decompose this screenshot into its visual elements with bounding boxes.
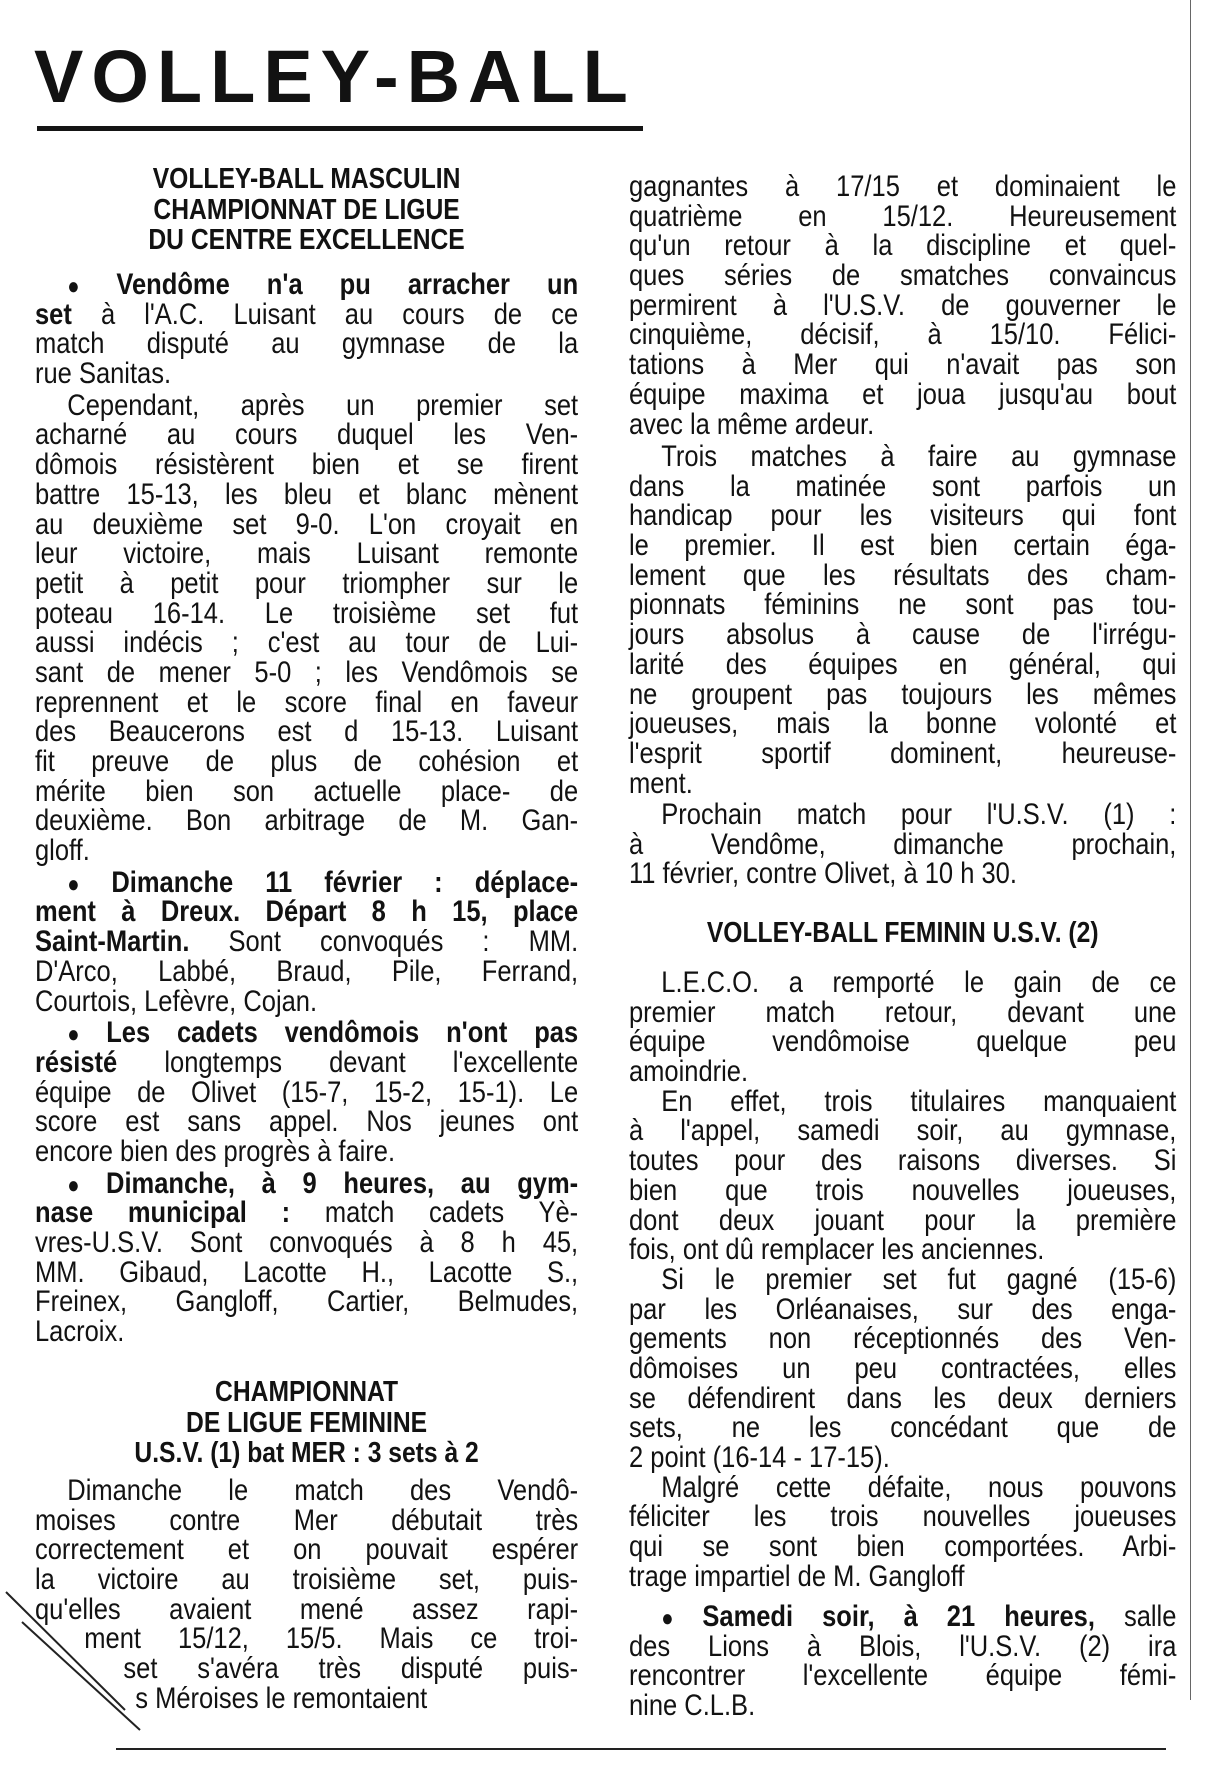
column-border: [1190, 0, 1191, 1700]
line-text: toutes pour des raisons diverses. Si: [629, 1144, 1177, 1178]
article-next-match: [629, 800, 1176, 889]
text-line: [629, 1532, 1176, 1562]
text-line: [35, 806, 578, 836]
line-text: correctement et on pouvait espérer: [35, 1533, 579, 1567]
text-line: [35, 1075, 579, 1109]
line-text: Dimanche le match des Vendô-: [67, 1474, 579, 1507]
line-text: 11 février, contre Olivet, à 10 h 30.: [629, 857, 1017, 891]
line-text: deuxième. Bon arbitrage de M. Gan-: [35, 804, 579, 838]
line-text: Si le premier set fut gagné (15-6): [661, 1262, 1177, 1296]
line-text: dômoises un peu contractées, elles: [629, 1351, 1177, 1385]
heading-line: CHAMPIONNAT DE LIGUE: [153, 193, 460, 226]
paragraph: [35, 865, 579, 1018]
text-line: [629, 1470, 1177, 1504]
text-line: [629, 1116, 1176, 1146]
text-line: [629, 1146, 1176, 1176]
text-line: [629, 590, 1176, 620]
text-line: [35, 897, 578, 927]
paragraph: [629, 800, 1176, 889]
paragraph: [629, 172, 1176, 439]
article-feminin-usv2: [629, 968, 1176, 1591]
heading-feminin-usv2: [629, 918, 1176, 949]
line-text: des Lions à Blois, l'U.S.V. (2) ira: [629, 1629, 1177, 1663]
text-line: [629, 800, 1176, 830]
text-line: [629, 1559, 1176, 1593]
paragraph: [35, 1018, 578, 1166]
line-text: En effet, trois titulaires manquaient: [661, 1084, 1177, 1118]
text-line: [629, 377, 1177, 411]
line-text: gagnantes à 17/15 et dominaient le: [629, 170, 1177, 203]
line-text: longtemps devant l'excellente: [117, 1045, 579, 1079]
paragraph: [629, 442, 1176, 798]
bold-lead: nase municipal :: [35, 1196, 291, 1230]
line-text: dont deux jouant pour la première: [629, 1203, 1177, 1237]
text-line: [35, 1255, 579, 1289]
text-line: [629, 1324, 1176, 1354]
line-text: à l'appel, samedi soir, au gymnase,: [629, 1114, 1177, 1148]
line-text: Freinex, Gangloff, Cartier, Belmudes,: [35, 1285, 579, 1319]
line-text: L.E.C.O. a remporté le gain de ce: [661, 966, 1177, 999]
line-text: reprennent et le score final en faveur: [35, 685, 579, 719]
line-text: l'esprit sportif dominent, heureuse-: [629, 736, 1177, 770]
text-line: [629, 1292, 1177, 1326]
line-text: s Méroises le remontaient: [135, 1681, 428, 1715]
text-line: [35, 774, 579, 808]
page-title: VOLLEY-BALL: [34, 35, 636, 118]
bold-lead: set: [35, 297, 72, 331]
text-line: [35, 865, 579, 899]
text-line: [35, 1592, 579, 1626]
paragraph: [35, 270, 578, 389]
text-line: [629, 1443, 1176, 1473]
line-text: par les Orléanaises, sur des enga-: [629, 1292, 1177, 1326]
text-line: [35, 717, 578, 747]
article-ligue-feminine: [35, 1476, 578, 1714]
text-line: [629, 1027, 1176, 1057]
heading-masculin: [35, 164, 578, 256]
text-line: [629, 1173, 1177, 1207]
heading-line: VOLLEY-BALL FEMININ U.S.V. (2): [706, 917, 1099, 949]
line-text: à Vendôme, dimanche prochain,: [629, 827, 1177, 861]
paragraph: [629, 1084, 1177, 1267]
line-text: leur victoire, mais Luisant remonte: [35, 537, 579, 571]
line-text: Malgré cette défaite, nous pouvons: [661, 1470, 1177, 1504]
text-line: [629, 261, 1176, 291]
line-text: qui se sont bien comportées. Arbi-: [629, 1530, 1177, 1564]
bold-lead: Dimanche, à 9 heures, au gym-: [106, 1166, 579, 1200]
paragraph: [35, 388, 579, 868]
text-line: [629, 766, 1176, 800]
text-line: [35, 1198, 578, 1228]
text-line: [35, 628, 578, 658]
line-text: gements non réceptionnés des Ven-: [629, 1322, 1177, 1356]
line-text: Cependant, après un premier set: [67, 388, 579, 422]
text-line: [629, 442, 1176, 472]
text-line: [629, 407, 1176, 441]
line-text: match cadets Yè-: [290, 1196, 579, 1230]
line-text: Sont convoqués : MM.: [189, 925, 579, 959]
line-text: cinquième, décisif, à 15/10. Félici-: [629, 318, 1177, 352]
text-line: [35, 596, 579, 630]
text-line: [629, 231, 1176, 261]
text-line: [35, 1107, 578, 1137]
line-text: ment.: [629, 766, 693, 800]
text-line: [629, 558, 1177, 592]
text-line: [629, 320, 1176, 350]
text-line: [35, 1045, 579, 1079]
text-line: [629, 1235, 1176, 1265]
text-line: [629, 1203, 1177, 1237]
text-line: [35, 1166, 579, 1200]
text-line: [629, 1413, 1176, 1443]
bold-lead: résisté: [35, 1045, 118, 1079]
text-line: [35, 1476, 578, 1506]
bullet-icon: [67, 268, 116, 301]
text-line: [35, 1287, 578, 1317]
text-line: [35, 655, 579, 689]
line-text: premier match retour, devant une: [629, 995, 1177, 1029]
text-line: [35, 747, 578, 777]
article-samedi: [629, 1602, 1176, 1721]
text-line: [629, 1084, 1177, 1118]
line-text: larité des équipes en général, qui: [629, 647, 1177, 681]
line-text: pionnats féminins ne sont pas tou-: [629, 588, 1177, 622]
text-line: [629, 1057, 1176, 1087]
text-line: [629, 1502, 1176, 1532]
line-text: nine C.L.B.: [629, 1689, 756, 1723]
text-line: [35, 359, 578, 389]
line-text: tations à Mer qui n'avait pas son: [629, 348, 1177, 382]
line-text: bien que trois nouvelles joueuses,: [629, 1173, 1177, 1207]
text-line: [35, 566, 579, 600]
line-text: le premier. Il est bien certain éga-: [629, 529, 1177, 563]
text-line: [629, 531, 1176, 561]
bullet-icon: [67, 1167, 106, 1200]
line-text: à l'A.C. Luisant au cours de ce: [71, 297, 579, 331]
text-line: [629, 995, 1177, 1029]
text-line: [35, 927, 578, 957]
heading-ligue-feminine: [35, 1377, 578, 1469]
line-text: Prochain match pour l'U.S.V. (1) :: [661, 798, 1177, 831]
line-text: fois, ont dû remplacer les anciennes.: [629, 1233, 1045, 1267]
text-line: [629, 1262, 1177, 1296]
text-line: [629, 199, 1177, 233]
text-line: [35, 270, 578, 300]
line-text: ques séries de smatches convaincus: [629, 259, 1177, 293]
line-text: amoindrie.: [629, 1055, 749, 1089]
heading-line: DU CENTRE EXCELLENCE: [148, 224, 465, 256]
line-text: 2 point (16-14 - 17-15).: [629, 1441, 890, 1474]
text-line: [629, 1351, 1177, 1385]
bullet-icon: [67, 866, 111, 899]
line-text: encore bien des progrès à faire.: [35, 1134, 396, 1168]
text-line: [35, 1681, 578, 1715]
text-line: [629, 736, 1177, 770]
line-text: mérite bien son actuelle place- de: [35, 774, 579, 808]
bold-lead: Vendôme n'a pu arracher un: [116, 268, 579, 301]
text-line: [629, 501, 1176, 531]
article-ligue-feminine-cont: [629, 172, 1176, 439]
line-text: MM. Gibaud, Lacotte H., Lacotte S.,: [35, 1255, 579, 1289]
bottom-rule: [116, 1748, 1166, 1750]
text-line: [35, 507, 579, 541]
line-text: rencontrer l'excellente équipe fémi-: [629, 1659, 1177, 1693]
line-text: battre 15-13, les bleu et blanc mènent: [35, 477, 579, 511]
line-text: qu'un retour à la discipline et quel-: [629, 229, 1177, 263]
line-text: Lacroix.: [35, 1315, 125, 1349]
line-text: poteau 16-14. Le troisième set fut: [35, 596, 579, 630]
bold-lead: Samedi soir, à 21 heures,: [702, 1600, 1095, 1633]
text-line: [35, 1317, 578, 1347]
bold-lead: ment à Dreux. Départ 8 h 15, place: [35, 895, 579, 929]
line-text: Courtois, Lefèvre, Cojan.: [35, 984, 318, 1018]
text-line: [35, 1654, 578, 1684]
text-line: [35, 329, 578, 359]
line-text: rue Sanitas.: [35, 357, 172, 391]
paragraph: [629, 1262, 1177, 1474]
text-line: [35, 984, 578, 1018]
line-text: des Beaucerons est d 15-13. Luisant: [35, 715, 579, 749]
line-text: aussi indécis ; c'est au tour de Lui-: [35, 626, 579, 660]
line-text: salle: [1094, 1600, 1177, 1633]
line-text: équipe vendômoise quelque peu: [629, 1025, 1177, 1059]
line-text: ne groupent pas toujours les mêmes: [629, 677, 1177, 711]
line-text: sets, ne les concédant que de: [629, 1411, 1177, 1445]
text-line: [629, 968, 1176, 998]
paragraph: [629, 1602, 1176, 1721]
text-line: [35, 1624, 578, 1654]
paragraph: [629, 1470, 1177, 1593]
line-text: trage impartiel de M. Gangloff: [629, 1559, 965, 1593]
line-text: qu'elles avaient mené assez rapi-: [35, 1592, 579, 1626]
bold-lead: Dimanche 11 février : déplace-: [111, 865, 579, 899]
text-line: [629, 620, 1176, 650]
line-text: sant de mener 5-0 ; les Vendômois se: [35, 655, 579, 689]
line-text: équipe maxima et joua jusqu'au bout: [629, 377, 1177, 411]
text-line: [629, 1381, 1177, 1415]
line-text: dans la matinée sont parfois un: [629, 469, 1177, 503]
text-line: [629, 1661, 1176, 1691]
heading-line: CHAMPIONNAT: [215, 1376, 399, 1408]
text-line: [629, 288, 1177, 322]
text-line: [35, 1134, 578, 1168]
line-text: au deuxième set 9-0. L'on croyait en: [35, 507, 579, 541]
line-text: quatrième en 15/12. Heureusement: [629, 199, 1177, 233]
paragraph: [629, 968, 1176, 1087]
text-line: [35, 1565, 578, 1595]
line-text: match disputé au gymnase de la: [35, 327, 579, 361]
text-line: [35, 477, 579, 511]
text-line: [629, 859, 1176, 889]
line-text: la victoire au troisième set, puis-: [35, 1563, 579, 1597]
text-line: [629, 827, 1177, 861]
bold-lead: Les cadets vendômois n'ont pas: [106, 1016, 579, 1050]
line-text: avec la même ardeur.: [629, 407, 875, 441]
heading-line: DE LIGUE FEMININE: [186, 1406, 428, 1439]
line-text: permirent à l'U.S.V. de gouverner le: [629, 288, 1177, 322]
line-text: joueuses, mais la bonne volonté et: [629, 707, 1177, 741]
text-line: [629, 1629, 1177, 1663]
text-line: [629, 1691, 1176, 1721]
article-commentary: [629, 442, 1176, 798]
text-line: [35, 1228, 578, 1258]
text-line: [35, 1535, 578, 1565]
line-text: équipe de Olivet (15-7, 15-2, 15-1). Le: [35, 1075, 579, 1109]
text-line: [35, 388, 579, 422]
text-line: [35, 954, 579, 988]
text-line: [35, 836, 578, 866]
line-text: score est sans appel. Nos jeunes ont: [35, 1105, 579, 1139]
text-line: [35, 1503, 579, 1537]
line-text: Trois matches à faire au gymnase: [661, 440, 1177, 473]
text-line: [35, 450, 578, 480]
heading-line: U.S.V. (1) bat MER : 3 sets à 2: [134, 1437, 479, 1469]
text-line: [629, 1602, 1176, 1632]
title-rule: [37, 126, 643, 131]
article-masculin: [35, 270, 578, 1347]
line-text: jours absolus à cause de l'irrégu-: [629, 618, 1177, 652]
line-text: se défendirent dans les deux derniers: [629, 1381, 1177, 1415]
paragraph: [35, 1476, 578, 1714]
line-text: set s'avéra très disputé puis-: [123, 1652, 579, 1686]
text-line: [35, 420, 578, 450]
line-text: handicap pour les visiteurs qui font: [629, 499, 1177, 533]
line-text: petit à petit pour triompher sur le: [35, 566, 579, 600]
line-text: gloff.: [35, 834, 90, 868]
line-text: lement que les résultats des cham-: [629, 558, 1177, 592]
text-line: [35, 297, 579, 331]
paragraph: [35, 1166, 579, 1349]
text-line: [629, 677, 1177, 711]
line-text: moises contre Mer débutait très: [35, 1503, 579, 1537]
bold-lead: Saint-Martin.: [35, 925, 190, 959]
text-line: [629, 350, 1176, 380]
text-line: [629, 469, 1177, 503]
text-line: [35, 1018, 578, 1048]
line-text: fit preuve de plus de cohésion et: [35, 745, 579, 778]
line-text: acharné au cours duquel les Ven-: [35, 418, 579, 452]
bullet-icon: [67, 1016, 106, 1049]
heading-line: VOLLEY-BALL MASCULIN: [152, 163, 461, 195]
text-line: [629, 647, 1177, 681]
text-line: [629, 172, 1176, 202]
line-text: dômois résistèrent bien et se firent: [35, 448, 579, 482]
text-line: [35, 685, 579, 719]
line-text: vres-U.S.V. Sont convoqués à 8 h 45,: [35, 1226, 579, 1259]
text-line: [35, 539, 578, 569]
line-text: féliciter les trois nouvelles joueuses: [629, 1500, 1177, 1534]
text-line: [629, 709, 1176, 739]
line-text: D'Arco, Labbé, Braud, Pile, Ferrand,: [35, 954, 579, 988]
bullet-icon: [661, 1600, 702, 1633]
line-text: ment 15/12, 15/5. Mais ce troi-: [84, 1622, 579, 1656]
